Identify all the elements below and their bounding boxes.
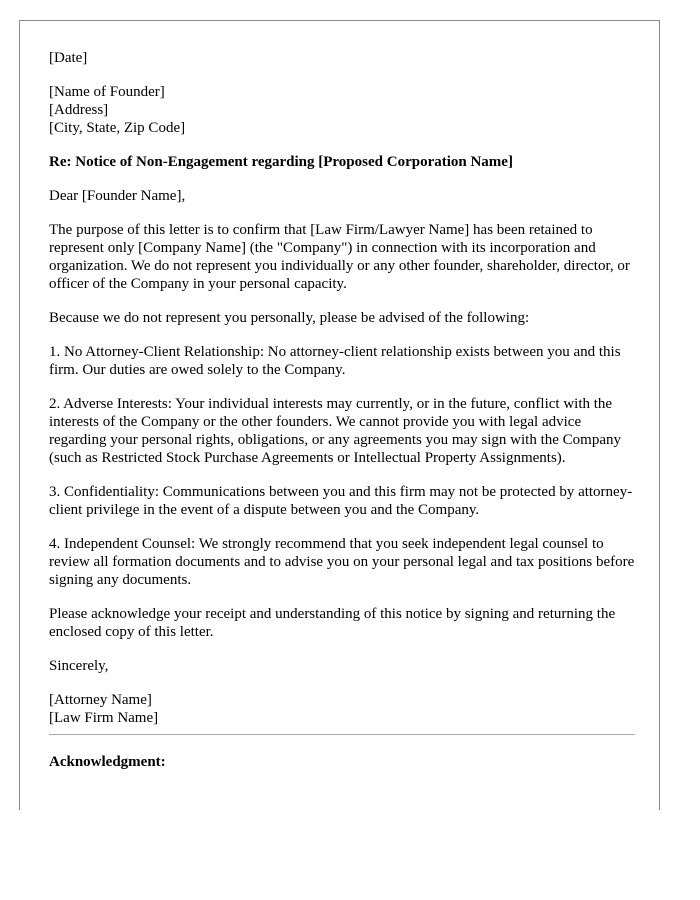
- point-4-paragraph: 4. Independent Counsel: We strongly recommend that you seek independent legal counsel to review all formation documents and to advise you on your personal legal and tax positions before signing any documents.: [49, 536, 635, 588]
- acknowledgment-heading: Acknowledgment:: [49, 754, 166, 770]
- acknowledge-request-paragraph: Please acknowledge your receipt and understanding of this notice by signing and returning the enclosed copy of this letter.: [49, 606, 616, 640]
- point-1-paragraph: 1. No Attorney-Client Relationship: No attorney-client relationship exists between you and this firm. Our duties are owed solely to the Company.: [49, 344, 621, 378]
- recipient-address: [Address]: [49, 102, 109, 118]
- recipient-address-block: [49, 83, 635, 137]
- letter-content: [49, 49, 635, 787]
- letter-page: [19, 20, 660, 810]
- salutation: Dear [Founder Name],: [49, 188, 186, 204]
- acknowledgment-block: [49, 753, 635, 771]
- recipient-city: [City, State, Zip Code]: [49, 120, 186, 136]
- subject-block: [49, 153, 635, 171]
- point-2-paragraph: 2. Adverse Interests: Your individual interests may currently, or in the future, conflict with the interests of the Company or the other founders. We cannot provide you with legal advice regarding your personal rights, obligations, or any agreements you may sign with the Company (such as Restricted Stock Purchase Agreements or Intellectual Property Assignments).: [49, 396, 621, 466]
- signature-block: [49, 691, 635, 727]
- salutation-block: [49, 187, 635, 205]
- section-divider: [49, 734, 635, 735]
- firm-name: [Law Firm Name]: [49, 710, 159, 726]
- letter-date: [Date]: [49, 50, 88, 66]
- recipient-name: [Name of Founder]: [49, 84, 165, 100]
- date-block: [49, 49, 635, 67]
- intro-paragraph: The purpose of this letter is to confirm that [Law Firm/Lawyer Name] has been retained to represent only [Company Name] (the "Company") in connection with its incorporation and organization. We do not represent you individually or any other founder, shareholder, director, or officer of the Company in your personal capacity.: [49, 222, 630, 292]
- subject-line: Re: Notice of Non-Engagement regarding [Proposed Corporation Name]: [49, 154, 513, 170]
- point-3-paragraph: 3. Confidentiality: Communications between you and this firm may not be protected by attorney-client privilege in the event of a dispute between you and the Company.: [49, 484, 633, 518]
- sign-off-block: [49, 657, 635, 675]
- advised-paragraph: Because we do not represent you personally, please be advised of the following:: [49, 310, 530, 326]
- sign-off: Sincerely,: [49, 658, 109, 674]
- attorney-name: [Attorney Name]: [49, 692, 152, 708]
